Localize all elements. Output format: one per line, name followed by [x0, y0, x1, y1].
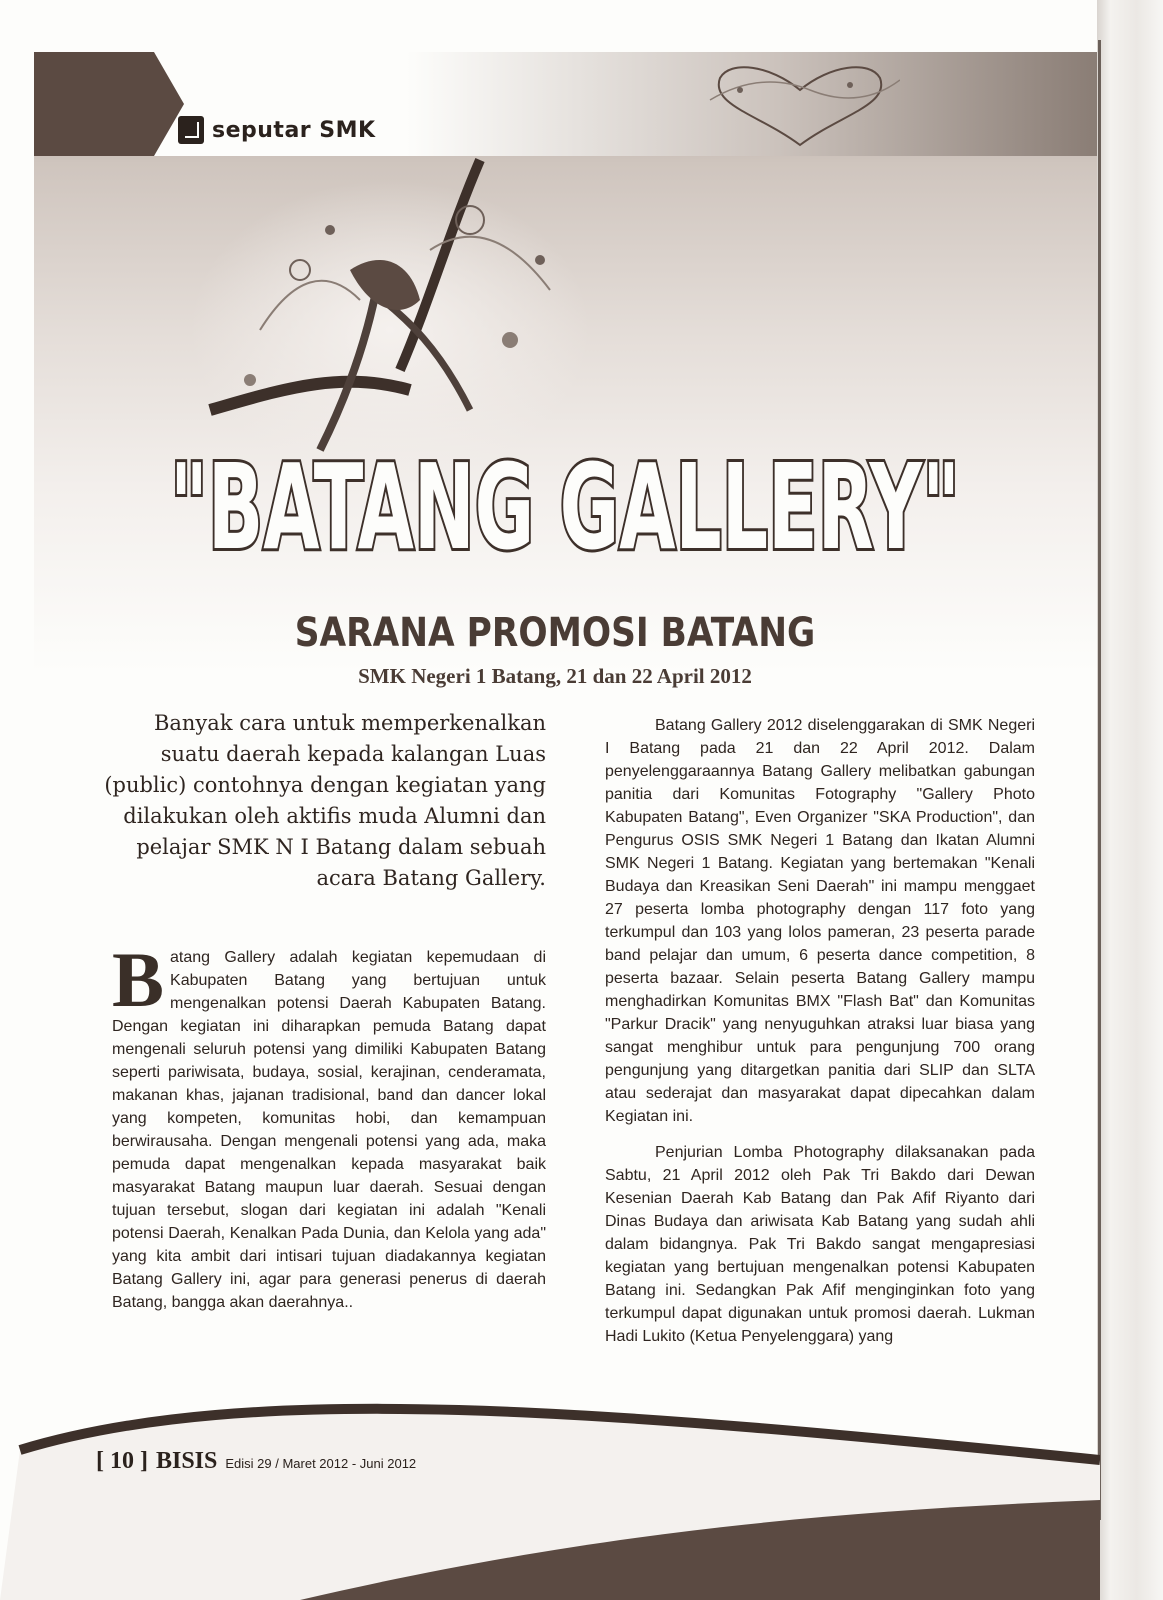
- page-footer: [96, 1448, 416, 1475]
- heart-ornament-illustration: [700, 60, 900, 150]
- drop-cap: B: [112, 936, 165, 1023]
- section-label: [178, 116, 376, 144]
- magazine-name: BISIS: [155, 1448, 218, 1474]
- page-fold-line: [1098, 40, 1101, 1520]
- left-column: [112, 936, 546, 1314]
- right-paragraph-1: Batang Gallery 2012 diselenggarakan di SMK Negeri I Batang pada 21 dan 22 April 2012. Dalam penyelenggaraannya Batang Gallery melibatkan gabungan panitia dari Komunitas Fotography "Gallery Photo Kabupaten Batang", Even Organizer "SKA Production", dan Pengurus OSIS SMK Negeri 1 Batang dan Ikatan Alumni SMK Negeri 1 Batang. Kegiatan yang bertemakan "Kenali Budaya dan Kreasikan Seni Daerah" ini mampu menggaet 27 peserta lomba photography dengan 117 foto yang terkumpul dan 103 yang lolos pameran, 23 peserta parade band pelajar dan umum, 6 peserta dance competition, 8 peserta bazaar. Selain peserta Batang Gallery mampu menghadirkan Komunitas BMX "Flash Bat" dan Komunitas "Parkur Dracik" yang nenyuguhkan atraksi luar biasa yang sangat menghibur untuk para pengunjung 700 orang pengunjung yang ditargetkan panitia dari SLIP dan SLTA atau sederajat dan masyarakat dapat dipecahkan dalam Kegiatan ini.: [605, 717, 1035, 1125]
- event-date-line: SMK Negeri 1 Batang, 21 dan 22 April 2012: [358, 664, 752, 688]
- main-title-graphic: [150, 430, 980, 620]
- edition-info: Edisi 29 / Maret 2012 - Juni 2012: [225, 1456, 417, 1471]
- sub-title: SARANA PROMOSI BATANG: [294, 610, 816, 656]
- right-paragraph-2: Penjurian Lomba Photography dilaksanakan pada Sabtu, 21 April 2012 oleh Pak Tri Bakdo dari Dewan Kesenian Daerah Kab Batang dan Pak Afif Riyanto dari Dinas Budaya dan ariwisata Kab Batang yang sudah ahli dalam bidangnya. Pak Tri Bakdo sangat mengapresiasi kegiatan yang bertujuan mengenalkan potensi Kabupaten Batang ini. Sedangkan Pak Afif menginginkan foto yang terkumpul dapat digunakan untuk promosi daerah. Lukman Hadi Lukito (Ketua Penyelenggara) yang: [605, 1144, 1035, 1345]
- right-column: [605, 714, 1035, 1361]
- page-number: [ 10 ]: [96, 1448, 148, 1474]
- main-title: "BATANG GALLERY": [170, 438, 960, 576]
- footer-wave-decoration: [0, 1390, 1100, 1600]
- adjacent-page-edge: [1097, 0, 1163, 1600]
- lead-paragraph: Banyak cara untuk memperkenalkan suatu daerah kepada kalangan Luas (public) contohnya dengan kegiatan yang dilakukan oleh aktifis muda Alumni dan pelajar SMK N I Batang dalam sebuah acara Batang Gallery.: [104, 711, 546, 890]
- section-tab: [34, 52, 184, 156]
- section-marker-icon: [178, 116, 204, 144]
- left-column-text: atang Gallery adalah kegiatan kepemudaan di Kabupaten Batang yang bertujuan untuk mengenalkan potensi Daerah Kabupaten Batang. Dengan kegiatan ini diharapkan pemuda Batang dapat mengenali seluruh potensi yang dimiliki Kabupaten Batang seperti pariwisata, budaya, sosial, kerajinan, cenderamata, makanan khas, jajanan tradisional, band dan dancer lokal yang kompeten, komunitas hobi, dan kemampuan berwirausaha. Dengan mengenali potensi yang ada, maka pemuda dapat mengenalkan kepada masyarakat baik masyarakat Batang maupun luar daerah. Sesuai dengan tujuan tersebut, slogan dari kegiatan ini adalah "Kenali potensi Daerah, Kenalkan Pada Dunia, dan Kelola yang ada" yang kita ambit dari intisari tujuan diadakannya kegiatan Batang Gallery ini, agar para generasi penerus di daerah Batang, bangga akan daerahnya..: [112, 949, 546, 1311]
- section-label-text: seputar SMK: [212, 117, 376, 143]
